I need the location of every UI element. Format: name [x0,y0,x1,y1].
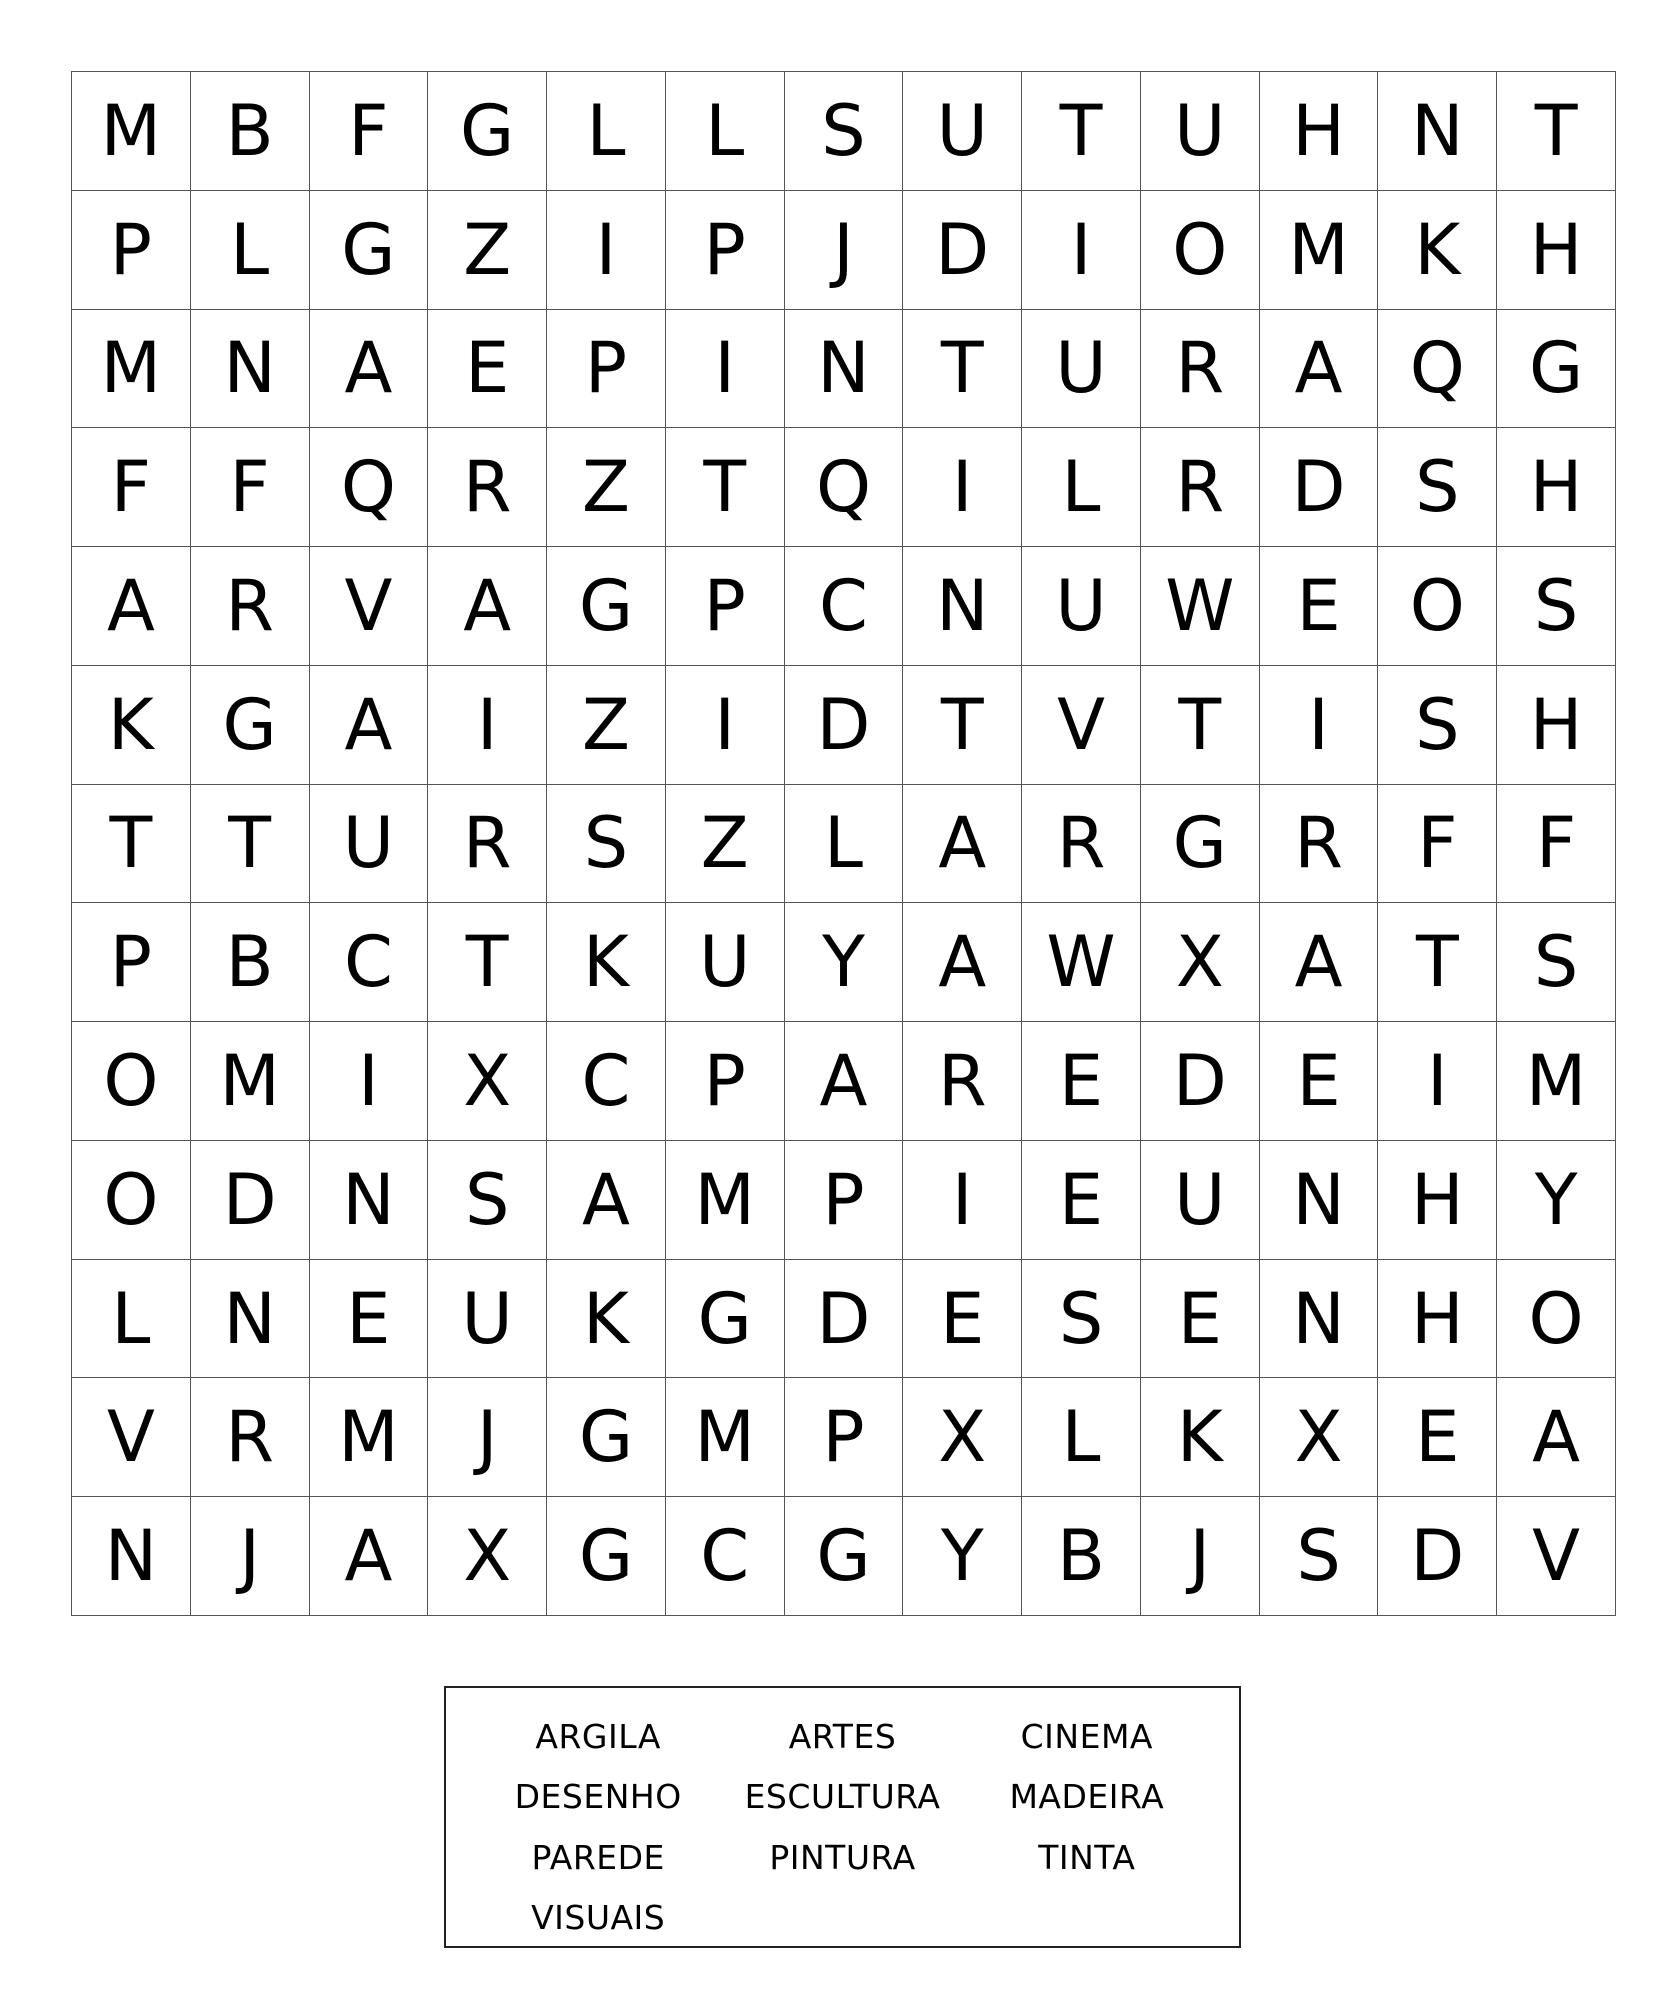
grid-cell[interactable]: G [1141,785,1260,904]
grid-cell[interactable]: C [310,903,429,1022]
word-list [446,1706,1239,1948]
grid-cell[interactable]: N [903,547,1022,666]
grid-cell[interactable]: N [72,1497,191,1616]
grid-cell[interactable]: M [310,1378,429,1497]
word-list-item: ESCULTURA [744,1777,941,1817]
grid-cell[interactable]: Y [903,1497,1022,1616]
grid-cell[interactable]: L [1022,428,1141,547]
grid-cell[interactable]: H [1497,666,1616,785]
grid-cell[interactable]: K [547,1260,666,1379]
grid-cell[interactable]: B [191,72,310,191]
grid-cell[interactable]: N [310,1141,429,1260]
grid-cell[interactable]: U [428,1260,547,1379]
grid-cell[interactable]: P [666,191,785,310]
grid-cell[interactable]: T [72,785,191,904]
grid-cell[interactable]: D [785,1260,904,1379]
grid-cell[interactable]: U [666,903,785,1022]
grid-cell[interactable]: H [1497,191,1616,310]
grid-cell[interactable]: M [72,310,191,429]
grid-cell[interactable]: E [1378,1378,1497,1497]
grid-cell[interactable]: A [547,1141,666,1260]
letter-grid [71,71,1616,1616]
grid-cell[interactable]: G [547,547,666,666]
grid-cell[interactable]: S [428,1141,547,1260]
word-list-item: TINTA [1038,1837,1136,1877]
grid-cell[interactable]: A [428,547,547,666]
grid-cell[interactable]: K [72,666,191,785]
grid-cell[interactable]: S [1378,666,1497,785]
grid-cell[interactable]: A [903,903,1022,1022]
grid-cell[interactable]: K [1378,191,1497,310]
word-list-item: MADEIRA [1009,1777,1165,1817]
grid-cell[interactable]: I [1022,191,1141,310]
grid-cell[interactable]: G [1497,310,1616,429]
grid-cell[interactable]: E [310,1260,429,1379]
grid-cell[interactable]: L [1022,1378,1141,1497]
grid-cell[interactable]: M [191,1022,310,1141]
word-list-item: ARGILA [535,1716,661,1756]
grid-cell[interactable]: P [72,903,191,1022]
grid-cell[interactable]: U [1141,72,1260,191]
grid-cell[interactable]: D [1378,1497,1497,1616]
word-list-box [444,1686,1241,1948]
grid-cell[interactable]: I [903,428,1022,547]
grid-cell[interactable]: O [1141,191,1260,310]
grid-cell[interactable]: L [191,191,310,310]
grid-cell[interactable]: E [1260,1022,1379,1141]
grid-cell[interactable]: H [1260,72,1379,191]
grid-cell[interactable]: A [72,547,191,666]
grid-cell[interactable]: A [903,785,1022,904]
grid-cell[interactable]: Z [547,666,666,785]
grid-cell[interactable]: G [785,1497,904,1616]
grid-cell[interactable]: E [428,310,547,429]
grid-cell[interactable]: S [1022,1260,1141,1379]
grid-cell[interactable]: R [1141,428,1260,547]
grid-cell[interactable]: H [1378,1141,1497,1260]
grid-cell[interactable]: F [310,72,429,191]
grid-cell[interactable]: I [428,666,547,785]
grid-cell[interactable]: T [903,666,1022,785]
grid-cell[interactable]: R [1022,785,1141,904]
grid-cell[interactable]: G [428,72,547,191]
word-list-item: PINTURA [769,1837,916,1877]
grid-cell[interactable]: A [1497,1378,1616,1497]
grid-cell[interactable]: O [72,1141,191,1260]
grid-cell[interactable]: G [547,1378,666,1497]
grid-cell[interactable]: M [666,1141,785,1260]
grid-cell[interactable]: N [1378,72,1497,191]
grid-cell[interactable]: D [1141,1022,1260,1141]
grid-cell[interactable]: T [666,428,785,547]
grid-cell[interactable]: T [1378,903,1497,1022]
grid-cell[interactable]: C [785,547,904,666]
grid-cell[interactable]: F [191,428,310,547]
grid-cell[interactable]: O [72,1022,191,1141]
grid-cell[interactable]: L [666,72,785,191]
grid-cell[interactable]: E [1260,547,1379,666]
grid-cell[interactable]: G [191,666,310,785]
grid-cell[interactable]: I [1378,1022,1497,1141]
grid-cell[interactable]: J [785,191,904,310]
grid-cell[interactable]: P [547,310,666,429]
grid-cell[interactable]: A [310,666,429,785]
grid-cell[interactable]: T [1497,72,1616,191]
grid-cell[interactable]: V [310,547,429,666]
grid-cell[interactable]: S [785,72,904,191]
grid-cell[interactable]: P [666,1022,785,1141]
grid-cell[interactable]: X [903,1378,1022,1497]
grid-cell[interactable]: V [1497,1497,1616,1616]
grid-cell[interactable]: O [1378,547,1497,666]
grid-cell[interactable]: I [547,191,666,310]
grid-cell[interactable]: N [1260,1260,1379,1379]
grid-cell[interactable]: E [1022,1022,1141,1141]
grid-cell[interactable]: A [1260,310,1379,429]
grid-cell[interactable]: C [666,1497,785,1616]
grid-cell[interactable]: I [1260,666,1379,785]
grid-cell[interactable]: X [428,1022,547,1141]
grid-cell[interactable]: N [785,310,904,429]
grid-cell[interactable]: W [1141,547,1260,666]
grid-cell[interactable]: F [1497,785,1616,904]
grid-cell[interactable]: A [310,310,429,429]
grid-cell[interactable]: N [191,1260,310,1379]
grid-cell[interactable]: R [191,547,310,666]
grid-cell[interactable]: U [1022,310,1141,429]
grid-cell[interactable]: X [428,1497,547,1616]
grid-cell[interactable]: L [785,785,904,904]
grid-cell[interactable]: S [1260,1497,1379,1616]
grid-cell[interactable]: R [1260,785,1379,904]
grid-cell[interactable]: K [1141,1378,1260,1497]
grid-cell[interactable]: A [785,1022,904,1141]
grid-cell[interactable]: T [1141,666,1260,785]
grid-cell[interactable]: T [191,785,310,904]
grid-cell[interactable]: T [428,903,547,1022]
grid-cell[interactable]: J [191,1497,310,1616]
grid-cell[interactable]: R [903,1022,1022,1141]
grid-cell[interactable]: R [428,428,547,547]
grid-cell[interactable]: F [1378,785,1497,904]
grid-cell[interactable]: N [191,310,310,429]
word-list-item: VISUAIS [531,1898,666,1938]
grid-cell[interactable]: I [903,1141,1022,1260]
grid-cell[interactable]: L [72,1260,191,1379]
word-list-item: PAREDE [531,1837,665,1877]
grid-cell[interactable]: M [72,72,191,191]
grid-cell[interactable]: V [1022,666,1141,785]
grid-cell[interactable]: U [310,785,429,904]
grid-cell[interactable]: K [547,903,666,1022]
grid-cell[interactable]: G [310,191,429,310]
grid-cell[interactable]: U [903,72,1022,191]
grid-cell[interactable]: E [903,1260,1022,1379]
grid-cell[interactable]: Y [1497,1141,1616,1260]
grid-cell[interactable]: O [1497,1260,1616,1379]
grid-cell[interactable]: V [72,1378,191,1497]
grid-cell[interactable]: D [1260,428,1379,547]
grid-cell[interactable]: M [666,1378,785,1497]
grid-cell[interactable]: T [1022,72,1141,191]
grid-cell[interactable]: I [310,1022,429,1141]
grid-cell[interactable]: R [191,1378,310,1497]
grid-cell[interactable]: Q [1378,310,1497,429]
grid-cell[interactable]: P [72,191,191,310]
grid-cell[interactable]: B [191,903,310,1022]
grid-cell[interactable]: U [1141,1141,1260,1260]
word-list-item: CINEMA [1020,1716,1153,1756]
grid-cell[interactable]: T [903,310,1022,429]
grid-cell[interactable]: Y [785,903,904,1022]
grid-cell[interactable]: S [1497,547,1616,666]
grid-cell[interactable]: R [428,785,547,904]
grid-cell[interactable]: M [1497,1022,1616,1141]
grid-cell[interactable]: B [1022,1497,1141,1616]
grid-cell[interactable]: W [1022,903,1141,1022]
grid-cell[interactable]: E [1141,1260,1260,1379]
grid-cell[interactable]: M [1260,191,1379,310]
grid-cell[interactable]: L [547,72,666,191]
grid-cell[interactable]: G [547,1497,666,1616]
grid-cell[interactable]: X [1141,903,1260,1022]
grid-cell[interactable]: D [191,1141,310,1260]
grid-cell[interactable]: N [1260,1141,1379,1260]
grid-cell[interactable]: H [1378,1260,1497,1379]
grid-cell[interactable]: U [1022,547,1141,666]
grid-cell[interactable]: I [666,666,785,785]
grid-cell[interactable]: G [666,1260,785,1379]
grid-cell[interactable]: S [1497,903,1616,1022]
grid-cell[interactable]: Z [666,785,785,904]
grid-cell[interactable]: Z [547,428,666,547]
grid-cell[interactable]: D [903,191,1022,310]
grid-cell[interactable]: P [785,1141,904,1260]
grid-cell[interactable]: Q [310,428,429,547]
grid-cell[interactable]: F [72,428,191,547]
grid-cell[interactable]: A [310,1497,429,1616]
grid-cell[interactable]: I [666,310,785,429]
word-list-item: DESENHO [514,1777,682,1817]
grid-cell[interactable]: P [666,547,785,666]
grid-cell[interactable]: D [785,666,904,785]
grid-cell[interactable]: A [1260,903,1379,1022]
grid-cell[interactable]: Q [785,428,904,547]
word-list-item: ARTES [788,1716,897,1756]
grid-cell[interactable]: J [1141,1497,1260,1616]
grid-cell[interactable]: J [428,1378,547,1497]
grid-cell[interactable]: Z [428,191,547,310]
grid-cell[interactable]: X [1260,1378,1379,1497]
grid-cell[interactable]: H [1497,428,1616,547]
grid-cell[interactable]: S [547,785,666,904]
grid-cell[interactable]: S [1378,428,1497,547]
grid-cell[interactable]: E [1022,1141,1141,1260]
grid-cell[interactable]: P [785,1378,904,1497]
grid-cell[interactable]: R [1141,310,1260,429]
grid-cell[interactable]: C [547,1022,666,1141]
